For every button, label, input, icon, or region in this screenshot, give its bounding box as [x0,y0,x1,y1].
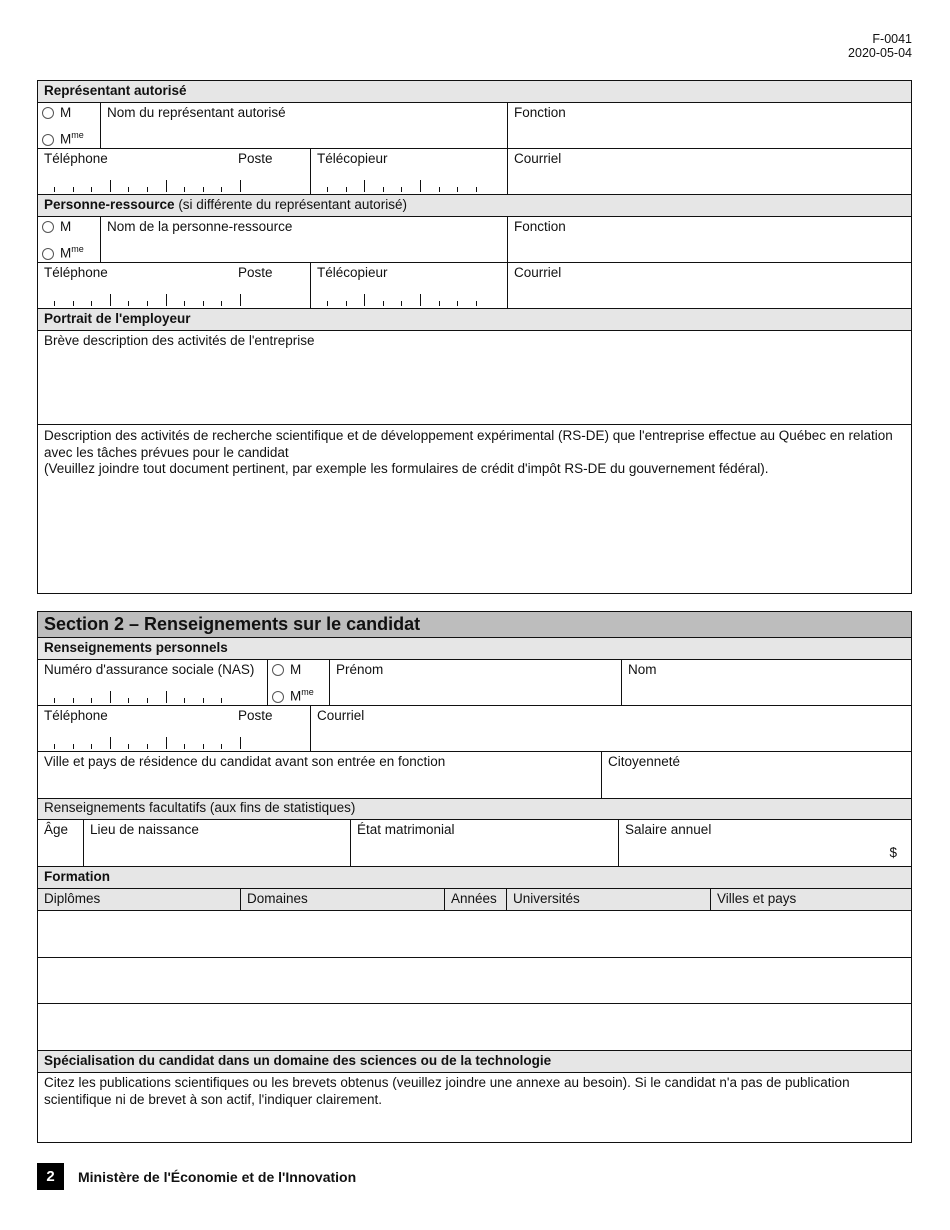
optional-info-title: Renseignements facultatifs (aux fins de statistiques) [38,799,911,820]
rep-name-field[interactable]: Nom du représentant autorisé [101,103,508,148]
digit-tick [166,180,167,192]
candidate-email-field[interactable]: Courriel [317,708,365,723]
education-header-row [38,889,911,911]
digit-tick [420,180,421,192]
rep-phone-row [38,149,911,195]
col-universities: Universités [507,889,711,910]
rep-mrs-option[interactable]: $M^{me}$ [42,125,96,147]
digit-tick [166,691,167,703]
radio-icon[interactable] [42,134,54,146]
digit-tick [147,744,148,749]
contact-title-choice [38,217,101,262]
form-number: F-0041 [872,32,912,46]
page-number: 2 [37,1163,64,1190]
rep-email-field[interactable]: Courriel [514,151,562,166]
digit-tick [110,180,111,192]
contact-function-field[interactable]: Fonction [514,219,566,234]
digit-tick [184,698,185,703]
form-date: 2020-05-04 [848,46,912,60]
digit-tick [184,301,185,306]
digit-tick [420,294,421,306]
specialization-title: Spécialisation du candidat dans un domaine des sciences ou de la technologie [38,1051,911,1073]
col-diplomas: Diplômes [38,889,241,910]
digit-tick [476,187,477,192]
digit-tick [401,187,402,192]
currency-symbol: $ [889,845,897,860]
col-domains: Domaines [241,889,445,910]
education-row[interactable] [38,1004,911,1051]
digit-tick [240,180,241,192]
rsde-field[interactable] [38,425,911,591]
digit-tick [401,301,402,306]
digit-tick [91,698,92,703]
digit-tick [346,187,347,192]
digit-tick [346,301,347,306]
employer-box [37,80,912,594]
digit-tick [54,187,55,192]
annual-salary-field[interactable]: Salaire annuel $ [625,822,897,860]
digit-tick [457,187,458,192]
personal-info-title: Renseignements personnels [38,638,911,660]
digit-tick [457,301,458,306]
digit-tick [73,187,74,192]
digit-tick [166,294,167,306]
residence-field[interactable]: Ville et pays de résidence du candidat avant son entrée en fonction [38,752,602,798]
digit-tick [73,744,74,749]
digit-tick [110,294,111,306]
digit-tick [110,737,111,749]
digit-tick [128,744,129,749]
candidate-phone-field[interactable]: Téléphone Poste [38,706,311,751]
radio-icon[interactable] [42,248,54,260]
residence-row [38,752,911,799]
rep-section-title: Représentant autorisé [38,81,911,103]
col-cities: Villes et pays [717,891,797,906]
ministry-name: Ministère de l'Économie et de l'Innovation [78,1168,357,1185]
age-field[interactable]: Âge [38,820,84,866]
digit-tick [221,744,222,749]
candidate-id-row [38,660,911,706]
candidate-phone-row [38,706,911,752]
radio-icon[interactable] [42,221,54,233]
contact-fax-field[interactable]: Télécopieur [311,263,508,308]
digit-tick [327,187,328,192]
digit-tick [240,294,241,306]
page-footer [37,1163,356,1190]
candidate-mr-option[interactable]: M [272,660,325,682]
digit-tick [166,737,167,749]
digit-tick [203,301,204,306]
contact-name-row [38,217,911,263]
digit-tick [383,187,384,192]
contact-phone-field[interactable]: Téléphone Poste [38,263,311,308]
digit-tick [91,187,92,192]
lastname-field[interactable]: Nom [628,662,657,677]
rsde-note: (Veuillez joindre tout document pertinent, par exemple les formulaires de crédit d'impôt RS-DE du gouvernement fédéral). [44,461,769,476]
form-header [848,32,912,60]
digit-tick [383,301,384,306]
portrait-section-title: Portrait de l'employeur [38,309,911,331]
digit-tick [147,187,148,192]
rep-phone-field[interactable]: Téléphone Poste [38,149,311,194]
nas-field[interactable]: Numéro d'assurance sociale (NAS) [38,660,268,705]
digit-tick [128,698,129,703]
rep-title-choice [38,103,101,148]
citizenship-field[interactable]: Citoyenneté [608,754,681,769]
digit-tick [128,187,129,192]
contact-mr-option[interactable]: M [42,217,96,239]
digit-tick [364,180,365,192]
education-row[interactable] [38,958,911,1004]
digit-tick [203,744,204,749]
digit-tick [327,301,328,306]
rsde-description: Description des activités de recherche scientifique et de développement expérimental (RS-DE) que l'entreprise effectue au Québec en relation avec les tâches prévues pour le candidat [44,428,893,460]
digit-tick [240,737,241,749]
birthplace-field[interactable]: Lieu de naissance [84,820,351,866]
digit-tick [184,187,185,192]
digit-tick [203,698,204,703]
digit-tick [184,744,185,749]
digit-tick [147,301,148,306]
digit-tick [221,187,222,192]
digit-tick [147,698,148,703]
digit-tick [128,301,129,306]
radio-icon[interactable] [272,691,284,703]
section2-title: Section 2 – Renseignements sur le candidat [38,612,911,638]
activities-field[interactable]: Brève description des activités de l'entreprise [38,331,911,425]
contact-phone-row [38,263,911,309]
radio-icon[interactable] [272,664,284,676]
contact-section-title: Personne-ressource (si différente du représentant autorisé) [38,195,911,217]
digit-tick [476,301,477,306]
digit-tick [203,187,204,192]
digit-tick [54,698,55,703]
digit-tick [91,744,92,749]
candidate-title-choice [268,660,330,705]
digit-tick [110,691,111,703]
rep-mr-option[interactable]: M [42,103,96,125]
candidate-box [37,611,912,1143]
digit-tick [73,301,74,306]
rep-name-row [38,103,911,149]
contact-email-field[interactable]: Courriel [514,265,562,280]
radio-icon[interactable] [42,107,54,119]
digit-tick [91,301,92,306]
digit-tick [364,294,365,306]
marital-status-field[interactable]: État matrimonial [351,820,619,866]
firstname-field[interactable]: Prénom [330,660,622,705]
digit-tick [439,187,440,192]
digit-tick [54,301,55,306]
specialization-field[interactable]: Citez les publications scientifiques ou les brevets obtenus (veuillez joindre une annexe au besoin). Si le candidat n'a pas de publication scientifique ni de brevet à son actif, l'indiquer clairement. [44,1075,850,1107]
contact-mrs-option[interactable]: $M^{me}$ [42,239,96,261]
contact-name-field[interactable]: Nom de la personne-ressource [101,217,508,262]
digit-tick [221,698,222,703]
digit-tick [439,301,440,306]
rep-function-field[interactable]: Fonction [514,105,566,120]
candidate-mrs-option[interactable]: $M^{me}$ [272,682,325,704]
col-years: Années [445,889,507,910]
education-title: Formation [38,867,911,889]
optional-info-row [38,820,911,867]
rep-fax-field[interactable]: Télécopieur [311,149,508,194]
education-row[interactable] [38,911,911,958]
digit-tick [73,698,74,703]
digit-tick [54,744,55,749]
digit-tick [221,301,222,306]
